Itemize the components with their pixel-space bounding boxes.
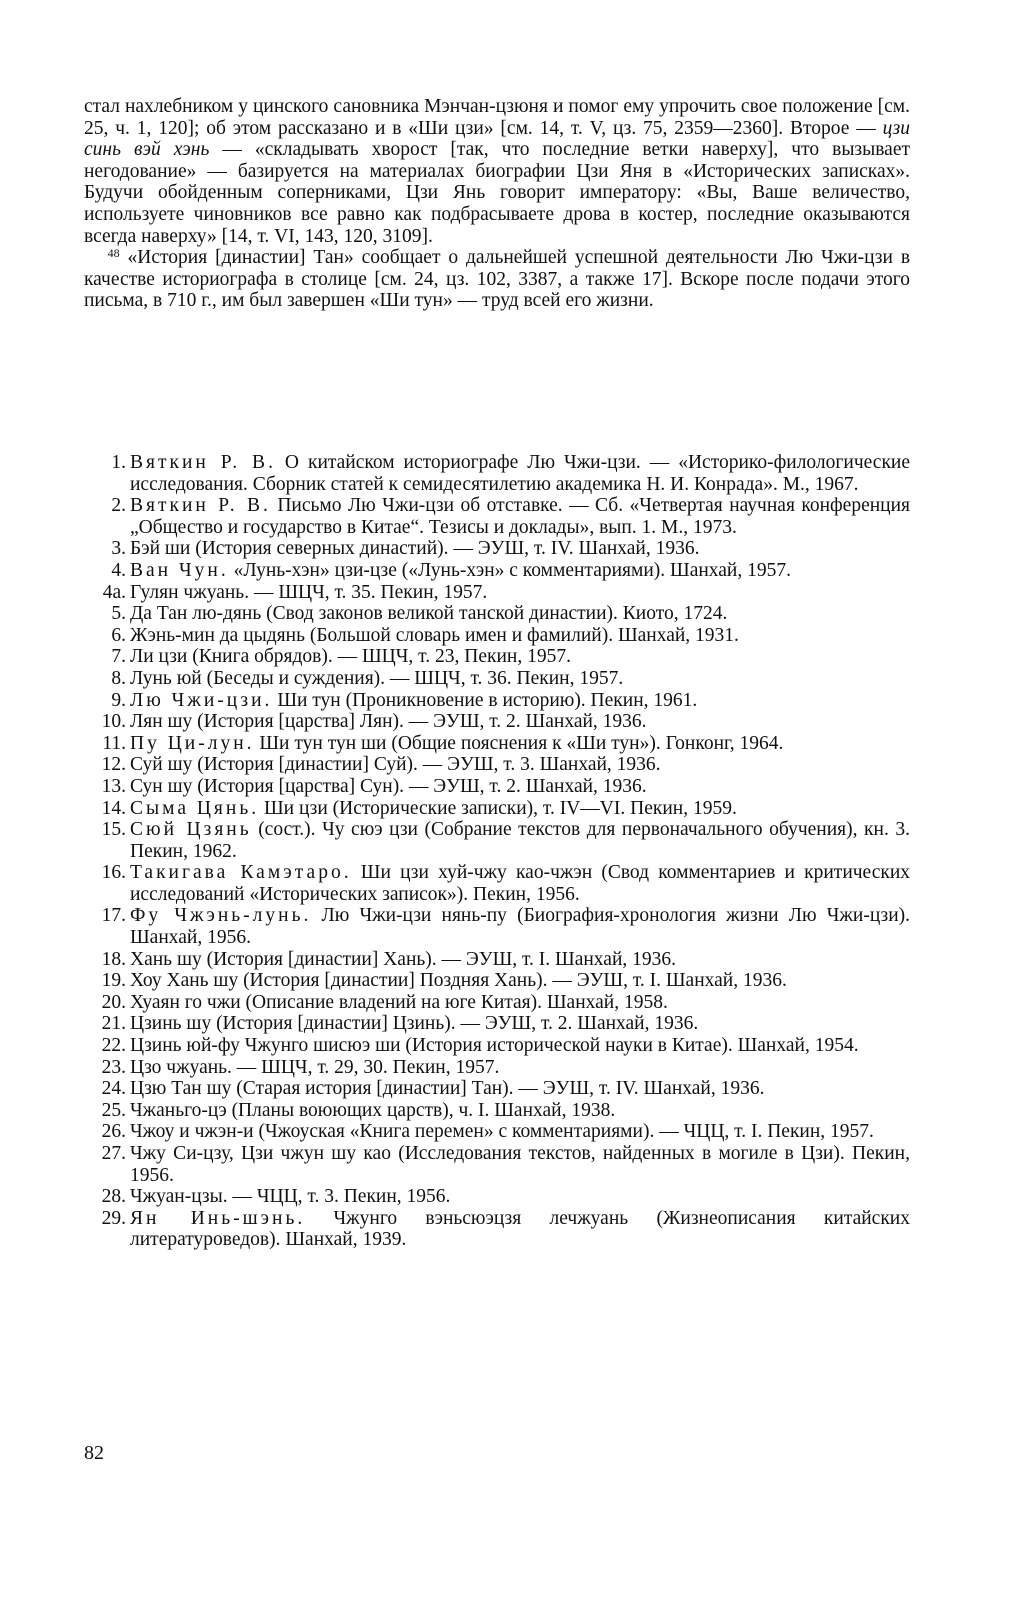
item-title: Письмо Лю Чжи-цзи об отставке. — Сб. «Четвертая научная конференция „Общество и государство в Китае“. Тезисы и доклады», вып. 1. М., 1973.: [130, 495, 910, 538]
item-title: Жэнь-мин да цыдянь (Большой словарь имен и фамилий). Шанхай, 1931.: [130, 624, 739, 646]
item-text: [130, 625, 910, 647]
item-author: Ван Чун.: [130, 559, 229, 581]
bibliography-item: [84, 646, 910, 668]
item-text: [130, 1143, 910, 1186]
item-number: 8.: [111, 667, 126, 689]
item-number: 14.: [101, 797, 126, 819]
item-text: [130, 1035, 910, 1057]
bibliography-item: [84, 733, 910, 755]
item-title: Бэй ши (История северных династий). — ЭУШ, т. IV. Шанхай, 1936.: [130, 538, 700, 560]
item-text: [130, 1057, 910, 1079]
item-title: Лю Чжи-цзи нянь-пу (Биография-хронология жизни Лю Чжи-цзи). Шанхай, 1956.: [130, 905, 910, 949]
item-title: Ши тун (Проникновение в историю). Пекин, 1961.: [277, 689, 698, 711]
bibliography-item: [84, 819, 910, 862]
bibliography-item: [84, 905, 910, 948]
item-title: Хань шу (История [династии] Хань). — ЭУШ, т. I. Шанхай, 1936.: [130, 948, 677, 970]
item-number: 18.: [101, 948, 126, 970]
bibliography-item: [84, 1143, 910, 1186]
item-text: [130, 560, 910, 582]
bibliography-item: [84, 754, 910, 776]
item-number: 24.: [101, 1078, 126, 1100]
item-number: 27.: [101, 1143, 126, 1164]
item-title: Хоу Хань шу (История [династии] Поздняя Хань). — ЭУШ, т. I. Шанхай, 1936.: [130, 970, 787, 992]
item-number: 23.: [101, 1056, 126, 1078]
item-number: 15.: [101, 819, 126, 841]
item-text: [130, 668, 910, 690]
bibliography-item: [84, 1057, 910, 1079]
notes-block: [84, 96, 910, 312]
bibliography-item: [84, 1121, 910, 1143]
bibliography-item: [84, 603, 910, 625]
note-text-rest: — «складывать хворост [так, что последние ветки наверху], что вызывает негодование» — базируется на материалах биографии Цзи Яня в «Исторических записках». Будучи обойденным соперниками, Цзи Янь говорит императору: «Вы, Ваше величество, используете чиновников все равно как подбрасываете дрова в костер, последние оказываются всегда наверху» [14, т. VI, 143, 120, 3109].: [84, 139, 911, 247]
item-title: Лунь юй (Беседы и суждения). — ШЦЧ, т. 36. Пекин, 1957.: [130, 667, 624, 689]
item-number: 16.: [101, 862, 126, 884]
item-number: 17.: [101, 905, 126, 927]
item-number: 4.: [111, 559, 126, 581]
page-number: 82: [84, 1442, 104, 1464]
item-title: Цзинь юй-фу Чжунго шисюэ ши (История исторической науки в Китае). Шанхай, 1954.: [130, 1035, 859, 1057]
item-text: [130, 819, 910, 862]
item-title: Да Тан лю-дянь (Свод законов великой танской династии). Киото, 1724.: [130, 603, 728, 625]
item-title: Чжаньго-цэ (Планы воюющих царств), ч. I. Шанхай, 1938.: [130, 1099, 616, 1121]
bibliography-item: [84, 495, 910, 538]
item-number: 2.: [111, 495, 126, 517]
note-text: стал нахлебником у цинского сановника Мэнчан-цзюня и помог ему упрочить свое положение [см. 25, ч. 1, 120]; об этом рассказано и в «Ши цзи» [см. 14, т. V, цз. 75, 2359—2360]. Второе —: [84, 96, 910, 139]
item-number: 28.: [101, 1186, 126, 1208]
item-text: [130, 603, 910, 625]
item-title: Ли цзи (Книга обрядов). — ШЦЧ, т. 23, Пекин, 1957.: [130, 646, 571, 668]
item-author: Вяткин Р. В.: [130, 452, 276, 473]
item-author: Пу Ци-лун.: [130, 732, 255, 754]
item-number: 9.: [111, 689, 126, 711]
bibliography-item: [84, 452, 910, 495]
bibliography-item: [84, 1208, 910, 1251]
item-text: [130, 646, 910, 668]
item-author: Ян Инь-шэнь.: [130, 1207, 306, 1229]
item-text: [130, 862, 910, 905]
item-number: 29.: [101, 1207, 126, 1229]
item-title: Ши цзи хуй-чжу као-чжэн (Свод комментариев и критических исследований «Исторических записок»). Пекин, 1956.: [130, 862, 911, 905]
item-title: Сун шу (История [царства] Сун). — ЭУШ, т. 2. Шанхай, 1936.: [130, 775, 647, 797]
bibliography-item: [84, 992, 910, 1014]
bibliography-item: [84, 560, 910, 582]
item-title: Цзо чжуань. — ШЦЧ, т. 29, 30. Пекин, 1957.: [130, 1056, 500, 1078]
item-number: 10.: [101, 711, 126, 733]
item-text: [130, 452, 910, 495]
item-author: Лю Чжи-цзи.: [130, 689, 273, 711]
item-number: 13.: [101, 775, 126, 797]
bibliography-item: [84, 1186, 910, 1208]
item-text: [130, 970, 910, 992]
item-text: [130, 1078, 910, 1100]
item-text: [130, 1186, 910, 1208]
bibliography-item: [84, 798, 910, 820]
bibliography-item: [84, 668, 910, 690]
item-text: [130, 798, 910, 820]
item-text: [130, 754, 910, 776]
note-italic-term: цзи синь вэй хэнь: [84, 117, 911, 161]
item-text: [130, 1013, 910, 1035]
note-48-text: «История [династии] Тан» сообщает о дальнейшей успешной деятельности Лю Чжи-цзи в качестве историографа в столице [см. 24, цз. 102, 3387, а также 17]. Вскоре после подачи этого письма, в 710 г., им был завершен «Ши тун» — труд всей его жизни.: [84, 247, 911, 312]
item-number: 26.: [101, 1121, 126, 1143]
item-title: Цзинь шу (История [династии] Цзинь). — ЭУШ, т. 2. Шанхай, 1936.: [130, 1013, 699, 1035]
item-text: [130, 1100, 910, 1122]
item-number: 6.: [111, 624, 126, 646]
item-text: [130, 949, 910, 971]
item-text: [130, 1208, 910, 1251]
item-text: [130, 776, 910, 798]
item-number: 12.: [101, 754, 126, 776]
bibliography-item: [84, 1078, 910, 1100]
bibliography-list: [84, 452, 910, 1251]
item-text: [130, 905, 910, 948]
item-title: Чжоу и чжэн-и (Чжоуская «Книга перемен» с комментариями). — ЧЦЦ, т. I. Пекин, 1957.: [130, 1121, 874, 1143]
bibliography-item: [84, 538, 910, 560]
bibliography-item: [84, 1035, 910, 1057]
item-title: Гулян чжуань. — ШЦЧ, т. 35. Пекин, 1957.: [130, 581, 488, 603]
item-title: Цзю Тан шу (Старая история [династии] Тан). — ЭУШ, т. IV. Шанхай, 1936.: [130, 1078, 765, 1100]
item-title: Ши цзи (Исторические записки), т. IV—VI. Пекин, 1959.: [263, 797, 737, 819]
item-author: Фу Чжэнь-лунь.: [130, 905, 312, 927]
item-text: [130, 733, 910, 755]
item-text: [130, 582, 910, 604]
item-title: (сост.). Чу сюэ цзи (Собрание текстов для первоначального обучения), кн. 3. Пекин, 1962.: [130, 819, 911, 862]
bibliography-item: [84, 776, 910, 798]
bibliography-item: [84, 711, 910, 733]
item-author: Вяткин Р. В.: [130, 495, 271, 517]
item-author: Сюй Цзянь: [130, 819, 252, 841]
note-mark: 48: [107, 246, 120, 261]
item-number: 19.: [101, 970, 126, 992]
item-title: «Лунь-хэн» цзи-цзе («Лунь-хэн» с комментариями). Шанхай, 1957.: [233, 559, 791, 581]
bibliography-item: [84, 582, 910, 604]
item-number: 1.: [111, 452, 126, 473]
item-number: 22.: [101, 1035, 126, 1057]
item-title: Хуаян го чжи (Описание владений на юге Китая). Шанхай, 1958.: [130, 991, 668, 1013]
item-title: Чжу Си-цзу, Цзи чжун шу као (Исследования текстов, найденных в могиле в Цзи). Пекин, 1956.: [130, 1143, 910, 1186]
item-title: Лян шу (История [царства] Лян). — ЭУШ, т. 2. Шанхай, 1936.: [130, 711, 647, 733]
item-number: 21.: [101, 1013, 126, 1035]
item-title: Чжунго вэньсюэцзя лечжуань (Жизнеописания китайских литературоведов). Шанхай, 1939.: [130, 1207, 910, 1251]
item-text: [130, 538, 910, 560]
note-paragraph: [84, 96, 910, 247]
item-number: 7.: [111, 646, 126, 668]
bibliography-item: [84, 625, 910, 647]
item-number: 25.: [101, 1099, 126, 1121]
bibliography-item: [84, 970, 910, 992]
note-48: [84, 247, 910, 312]
item-title: Ши тун тун ши (Общие пояснения к «Ши тун»). Гонконг, 1964.: [259, 732, 784, 754]
item-title: Чжуан-цзы. — ЧЦЦ, т. 3. Пекин, 1956.: [130, 1186, 451, 1208]
bibliography-item: [84, 1100, 910, 1122]
item-number: 5.: [111, 603, 126, 625]
item-number: 3.: [111, 538, 126, 560]
bibliography-item: [84, 1013, 910, 1035]
item-author: Сыма Цянь.: [130, 797, 260, 819]
item-title: О китайском историографе Лю Чжи-цзи. — «Историко-филологические исследования. Сборник статей к семидесятилетию академика Н. И. Конрада». М., 1967.: [130, 452, 911, 495]
item-text: [130, 711, 910, 733]
item-text: [130, 1121, 910, 1143]
item-title: Суй шу (История [династии] Суй). — ЭУШ, т. 3. Шанхай, 1936.: [130, 754, 661, 776]
item-number: 20.: [101, 991, 126, 1013]
item-number: 11.: [102, 732, 126, 754]
item-text: [130, 690, 910, 712]
bibliography-item: [84, 690, 910, 712]
item-number: 4а.: [102, 581, 126, 603]
bibliography-item: [84, 949, 910, 971]
bibliography-item: [84, 862, 910, 905]
item-text: [130, 992, 910, 1014]
item-text: [130, 495, 910, 538]
item-author: Такигава Камэтаро.: [130, 862, 352, 884]
